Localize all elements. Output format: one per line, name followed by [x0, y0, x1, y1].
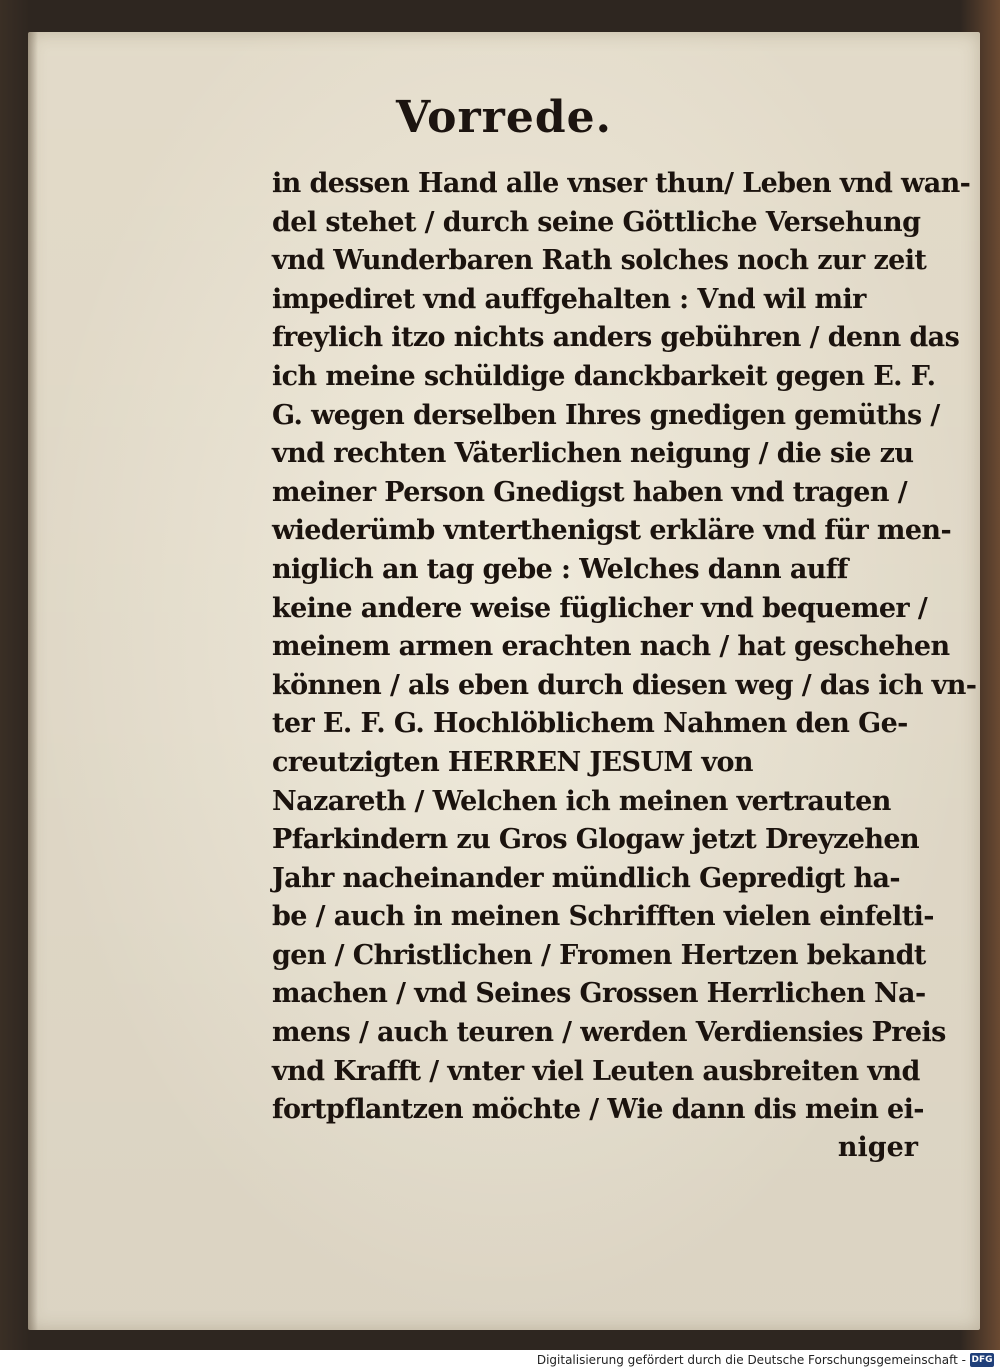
text-line: in dessen Hand alle vnser thun/ Leben vnd wan- — [272, 168, 971, 199]
text-line: be / auch in meinen Schrifften vielen einfelti- — [272, 901, 934, 933]
body-text — [272, 165, 977, 1130]
text-line: fortpflantzen möchte / Wie dann dis mein ei- — [272, 1094, 924, 1126]
text-line: ich meine schüldige danckbarkeit gegen E. F. — [272, 360, 936, 392]
text-line: vnd Krafft / vnter viel Leuten ausbreiten vnd — [272, 1055, 920, 1087]
catchword: niger — [837, 1132, 918, 1163]
text-line: können / als eben durch diesen weg / das ich vn- — [272, 669, 977, 701]
text-line: freylich itzo nichts anders gebühren / denn das — [272, 322, 960, 354]
running-head: Vorrede. — [396, 92, 612, 143]
text-line: wiederümb vnterthenigst erkläre vnd für men- — [272, 515, 952, 547]
funding-credit: Digitalisierung gefördert durch die Deutsche Forschungsgemeinschaft - — [536, 1353, 966, 1367]
footer-bar — [0, 1350, 1000, 1371]
text-line: del stehet / durch seine Göttliche Versehung — [272, 206, 921, 238]
dfg-logo-icon: DFG — [971, 1355, 993, 1365]
text-line: vnd rechten Väterlichen neigung / die sie zu — [272, 438, 914, 470]
text-line: keine andere weise füglicher vnd bequemer / — [272, 592, 928, 624]
text-line: vnd Wunderbaren Rath solches noch zur zeit — [272, 245, 927, 277]
text-line: Jahr nacheinander mündlich Gepredigt ha- — [272, 862, 901, 894]
book-page — [28, 32, 980, 1330]
text-line: mens / auch teuren / werden Verdiensies Preis — [272, 1017, 946, 1049]
text-line: meinem armen erachten nach / hat geschehen — [272, 631, 950, 663]
text-line: G. wegen derselben Ihres gnedigen gemüths / — [272, 399, 940, 431]
text-line: gen / Christlichen / Fromen Hertzen bekandt — [272, 939, 926, 971]
text-line: ter E. F. G. Hochlöblichem Nahmen den Ge- — [272, 708, 908, 740]
text-line: machen / vnd Seines Grossen Herrlichen Na- — [272, 978, 926, 1010]
text-line: impediret vnd auffgehalten : Vnd wil mir — [272, 283, 866, 315]
text-line: Pfarkindern zu Gros Glogaw jetzt Dreyzehen — [272, 824, 920, 856]
text-line: meiner Person Gnedigst haben vnd tragen / — [272, 476, 907, 508]
text-line: Nazareth / Welchen ich meinen vertrauten — [272, 785, 891, 817]
text-line: niglich an tag gebe : Welches dann auff — [272, 553, 848, 585]
text-line: creutzigten HERREN JESUM von — [272, 746, 753, 778]
